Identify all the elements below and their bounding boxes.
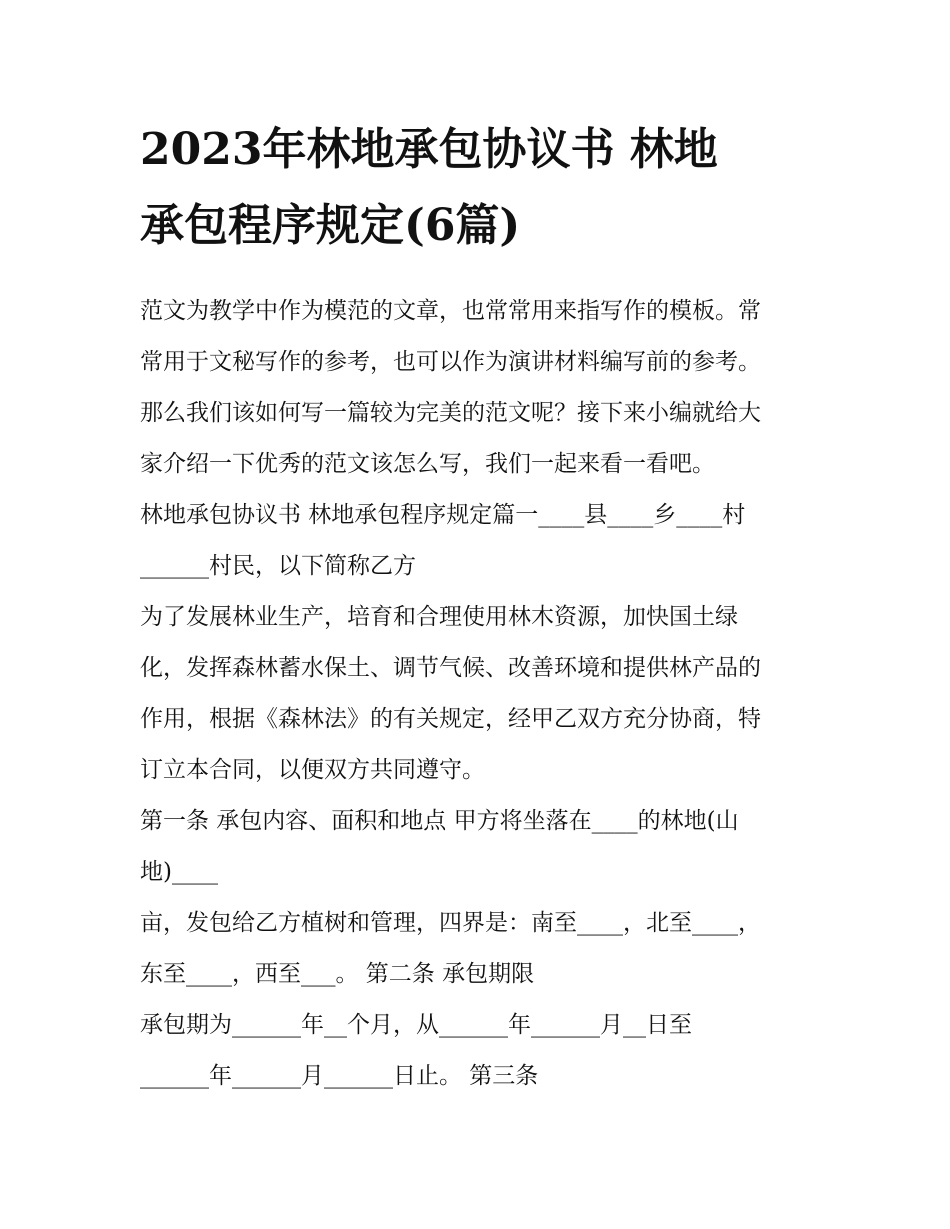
document-title [140, 112, 820, 264]
title-line-2: 承包程序规定(6篇) [140, 200, 521, 251]
text-line: 订立本合同，以便双方共同遵守。 [140, 757, 485, 783]
text-line: 亩，发包给乙方植树和管理，四界是：南至____，北至____， [140, 910, 761, 936]
purpose-paragraph [140, 592, 820, 796]
text-line: 第一条 承包内容、面积和地点 甲方将坐落在____的林地(山 [140, 808, 739, 834]
text-line: ______年______月______日止。 第三条 [140, 1063, 539, 1089]
text-line: 承包期为______年__个月，从______年______月__日至 [140, 1012, 692, 1038]
article-one-paragraph [140, 796, 820, 898]
text-line: 为了发展林业生产，培育和合理使用林木资源，加快国土绿 [140, 604, 738, 630]
text-line: ______村民，以下简称乙方 [140, 553, 416, 579]
text-line: 常用于文秘写作的参考，也可以作为演讲材料编写前的参考。 [140, 349, 761, 375]
term-paragraph [140, 1000, 820, 1102]
section-heading-paragraph [140, 490, 820, 592]
text-line: 东至____，西至___。 第二条 承包期限 [140, 961, 535, 987]
document-page [140, 112, 820, 1102]
text-line: 范文为教学中作为模范的文章，也常常用来指写作的模板。常 [140, 298, 761, 324]
text-line: 家介绍一下优秀的范文该怎么写，我们一起来看一看吧。 [140, 451, 715, 477]
text-line: 地)____ [140, 859, 218, 885]
boundaries-paragraph [140, 898, 820, 1000]
text-line: 化，发挥森林蓄水保土、调节气候、改善环境和提供林产品的 [140, 655, 761, 681]
text-line: 那么我们该如何写一篇较为完美的范文呢？接下来小编就给大 [140, 400, 761, 426]
text-line: 作用，根据《森林法》的有关规定，经甲乙双方充分协商，特 [140, 706, 761, 732]
title-line-1: 2023年林地承包协议书 林地 [140, 124, 718, 175]
document-body [140, 286, 820, 1102]
text-line: 林地承包协议书 林地承包程序规定篇一____县____乡____村 [140, 502, 746, 528]
intro-paragraph [140, 286, 820, 490]
